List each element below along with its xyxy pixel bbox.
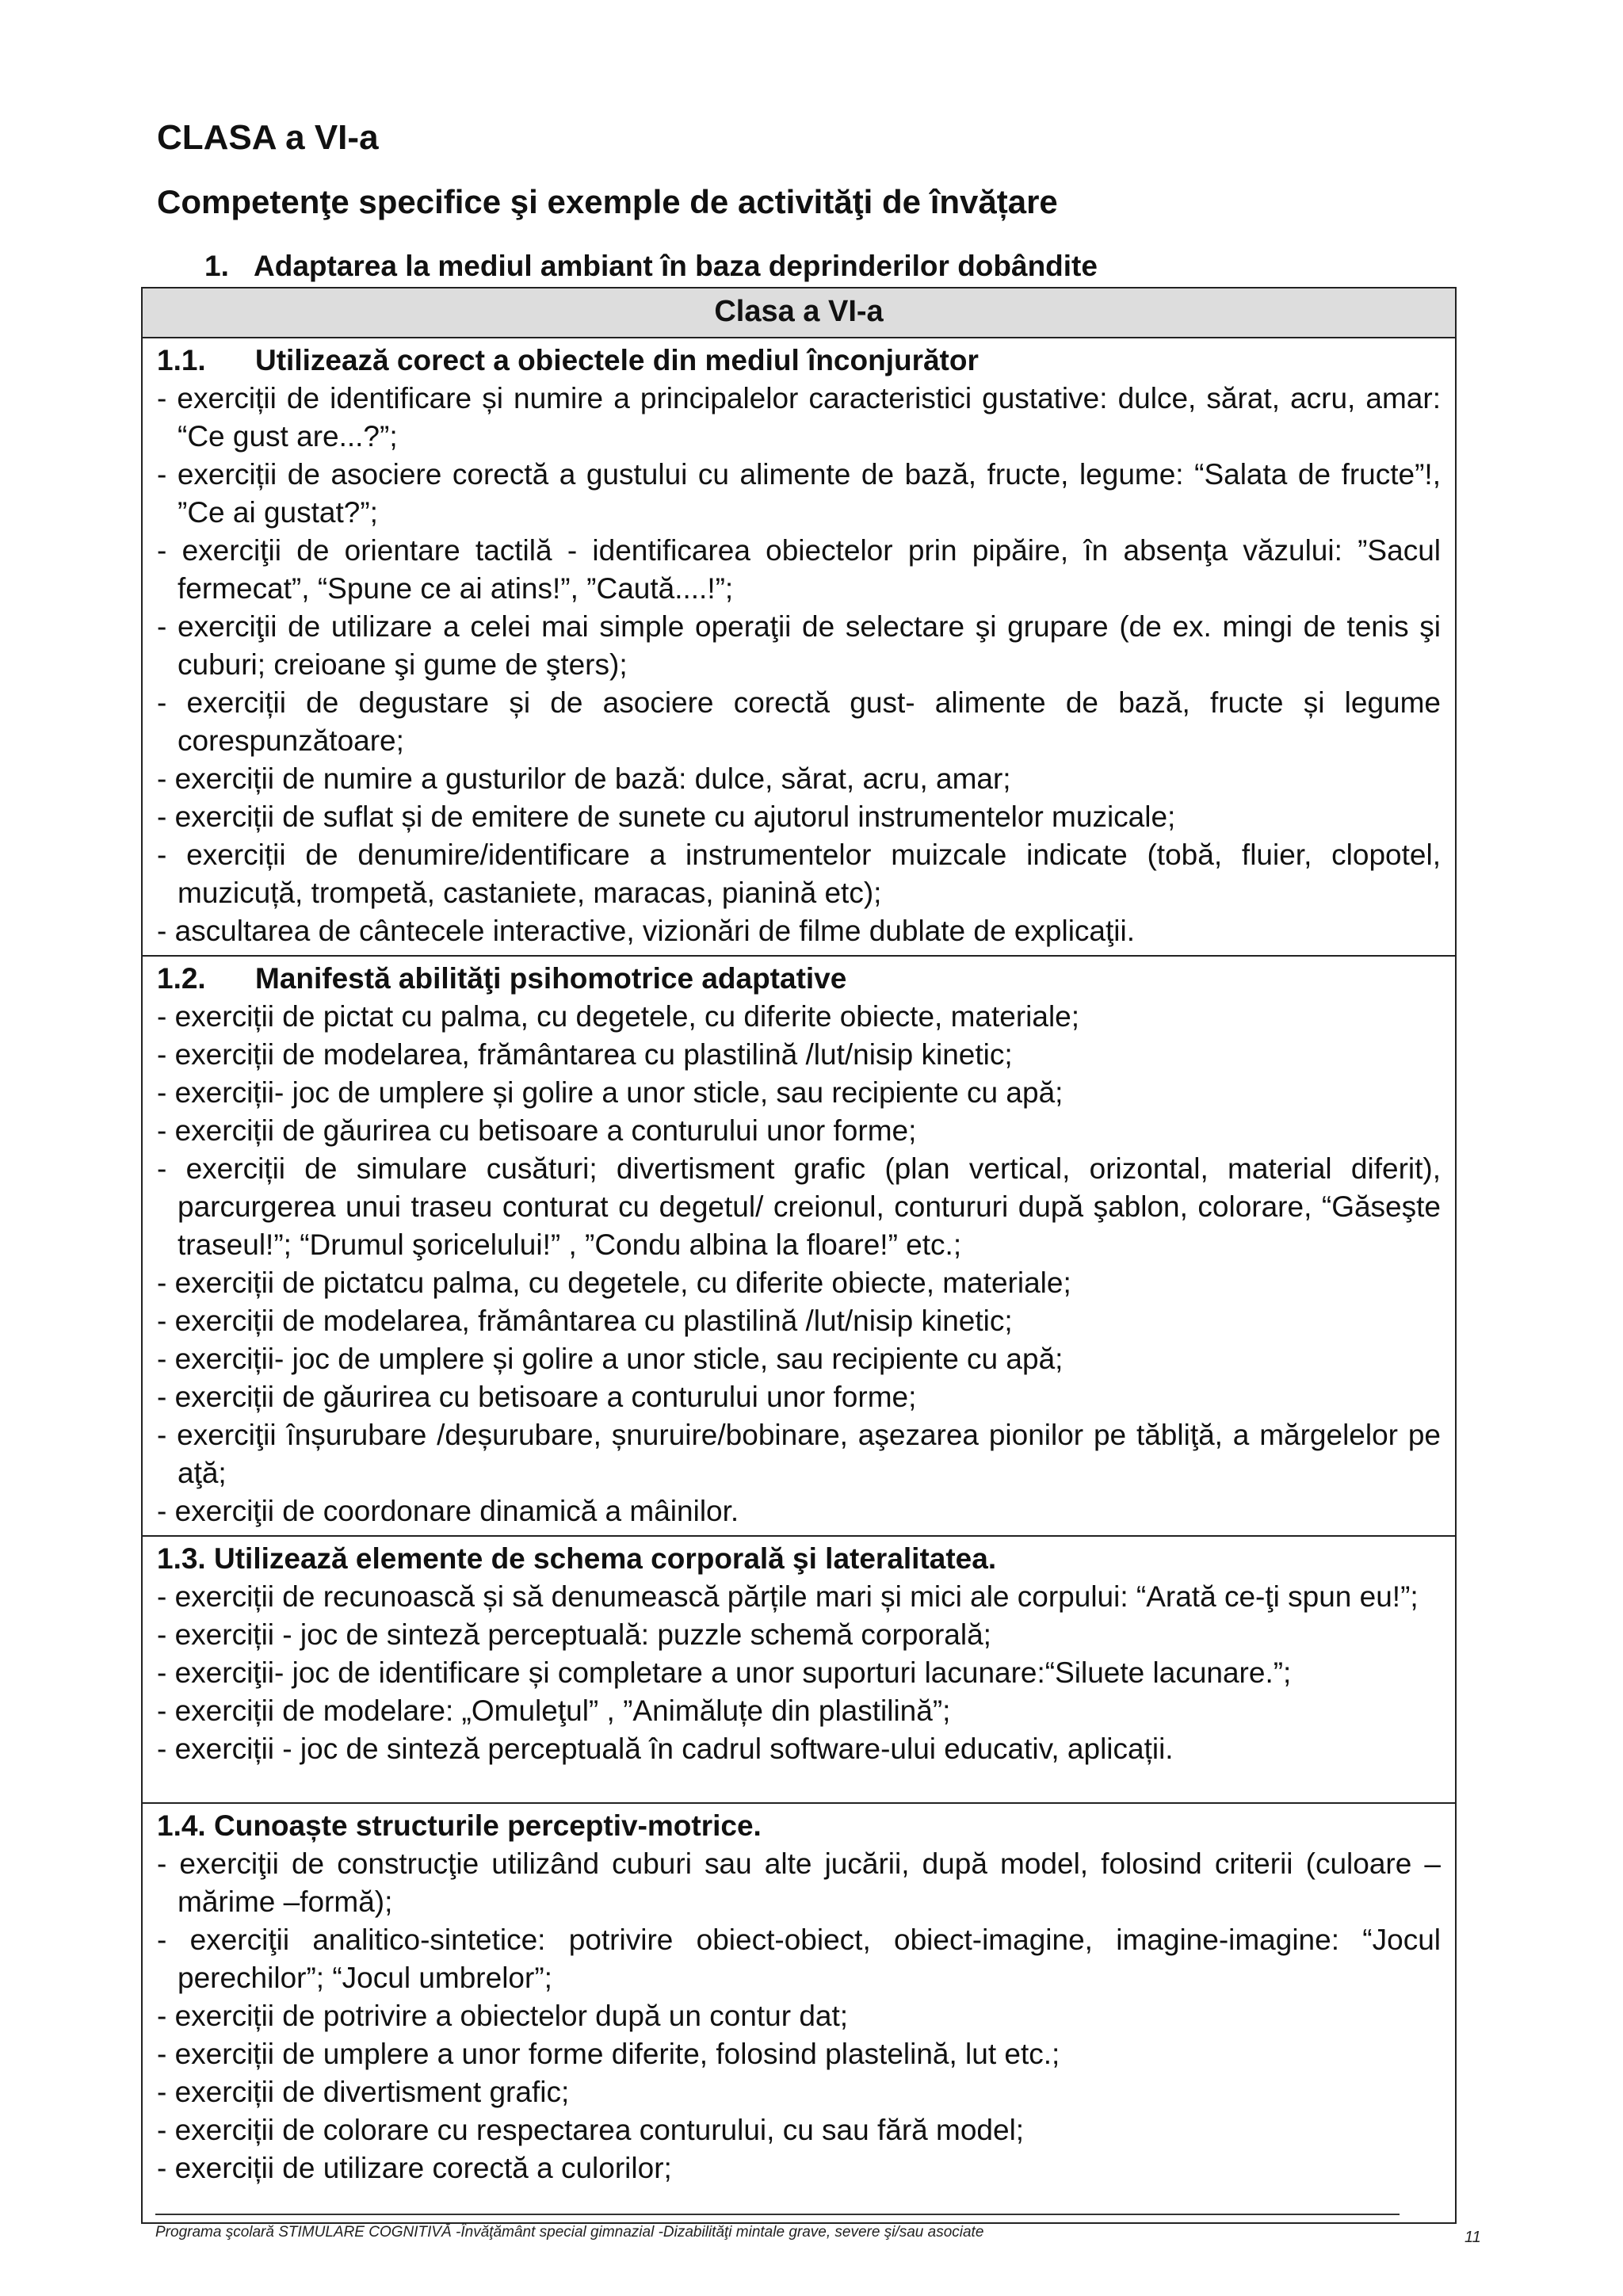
activity-item: - exerciții de degustare și de asociere corectă gust- alimente de bază, fructe și legume corespunzătoare; (157, 686, 1441, 757)
activity-item: - exerciţii- joc de identificare și completare a unor suporturi lacunare:“Siluete lacunare.”; (157, 1656, 1292, 1689)
activity-item: - exerciţii de construcţie utilizând cuburi sau alte jucării, după model, folosind criterii (culoare – mărime –formă); (157, 1847, 1441, 1918)
competence-heading (157, 960, 1441, 998)
competence-code: 1.2. (157, 962, 206, 995)
activity-item: - exerciții de numire a gusturilor de bază: dulce, sărat, acru, amar; (157, 762, 1011, 795)
competence-heading (157, 1540, 1441, 1578)
activity-item: - exerciții de modelarea, frământarea cu plastilină /lut/nisip kinetic; (157, 1038, 1013, 1071)
activity-item: - exerciţii de coordonare dinamică a mâinilor. (157, 1495, 739, 1527)
footer-divider (155, 2214, 1400, 2215)
activity-item: - exerciții de umplere a unor forme diferite, folosind plastelină, lut etc.; (157, 2038, 1060, 2070)
table-header: Clasa a VI-a (142, 288, 1456, 338)
footer-text: Programa şcolară STIMULARE COGNITIVĂ -Învăţământ special gimnazial -Dizabilităţi mintale grave, severe şi/sau asociate (155, 2224, 984, 2241)
section-title: Adaptarea la mediul ambiant în baza deprinderilor dobândite (254, 250, 1098, 282)
activity-item: - exerciții de pictatcu palma, cu degetele, cu diferite obiecte, materiale; (157, 1266, 1071, 1299)
competence-heading (157, 342, 1441, 380)
activity-item: - ascultarea de cântecele interactive, vizionări de filme dublate de explicaţii. (157, 915, 1135, 947)
activity-item: - exerciții de pictat cu palma, cu degetele, cu diferite obiecte, materiale; (157, 1000, 1080, 1033)
activity-item: - exerciții de recunoască și să denumească părțile mari și mici ale corpului: “Arată ce-ţi spun eu!”; (157, 1580, 1419, 1613)
activity-item: - exerciții de găurirea cu betisoare a conturului unor forme; (157, 1114, 917, 1147)
activity-item: - exerciții de modelare: „Omuleţul” , ”Animăluțe din plastilină”; (157, 1694, 951, 1727)
activity-item: - exerciții de găurirea cu betisoare a conturului unor forme; (157, 1381, 917, 1413)
competence-code: 1.3. (157, 1542, 206, 1575)
competence-title: Manifestă abilităţi psihomotrice adaptative (255, 962, 847, 995)
activity-item: - exerciţii înșurubare /deșurubare, șnuruire/bobinare, aşezarea pionilor pe tăbliţă, a mărgelelor pe aţă; (157, 1419, 1441, 1489)
competence-code: 1.1. (157, 344, 206, 376)
competence-cell (142, 956, 1456, 1536)
competence-cell (142, 338, 1456, 956)
activity-list (157, 998, 1441, 1530)
activity-list (157, 1578, 1441, 1768)
section-heading (204, 250, 1098, 283)
activity-item: - exerciții de colorare cu respectarea conturului, cu sau fără model; (157, 2114, 1025, 2146)
activity-item: - exerciții de identificare și numire a principalelor caracteristici gustative: dulce, sărat, acru, amar: “Ce gust are...?”; (157, 382, 1441, 453)
section-number: 1. (204, 250, 229, 282)
activity-item: - exerciții de utilizare corectă a culorilor; (157, 2152, 672, 2184)
activity-item: - exerciții - joc de sinteză perceptuală în cadrul software-ului educativ, aplicații. (157, 1733, 1174, 1765)
page-subtitle: Competenţe specifice şi exemple de activităţi de învățare (157, 183, 1058, 220)
activity-item: - exerciții- joc de umplere și golire a unor sticle, sau recipiente cu apă; (157, 1076, 1064, 1109)
activity-list (157, 380, 1441, 950)
activity-item: - exerciții- joc de umplere și golire a unor sticle, sau recipiente cu apă; (157, 1343, 1064, 1375)
competence-row (142, 1536, 1456, 1803)
activity-list (157, 1845, 1441, 2187)
activity-item: - exerciții - joc de sinteză perceptuală: puzzle schemă corporală; (157, 1618, 991, 1651)
activity-item: - exerciții de potrivire a obiectelor după un contur dat; (157, 2000, 849, 2032)
page-number: 11 (1465, 2229, 1481, 2246)
activity-item: - exerciții de modelarea, frământarea cu plastilină /lut/nisip kinetic; (157, 1305, 1013, 1337)
competence-title: Utilizează elemente de schema corporală şi lateralitatea. (214, 1542, 997, 1575)
activity-item: - exerciții de asociere corectă a gustului cu alimente de bază, fructe, legume: “Salata de fructe”!, ”Ce ai gustat?”; (157, 458, 1441, 529)
activity-item: - exerciții de denumire/identificare a instrumentelor muizcale indicate (tobă, fluier, clopotel, muzicuță, trompetă, castaniete, maracas, pianină etc); (157, 839, 1441, 909)
activity-item: - exerciţii de utilizare a celei mai simple operaţii de selectare şi grupare (de ex. mingi de tenis şi cuburi; creioane şi gume de şters); (157, 610, 1441, 681)
competence-title: Cunoaște structurile perceptiv-motrice. (214, 1809, 762, 1842)
activity-item: - exerciții de simulare cusături; divertisment grafic (plan vertical, orizontal, material diferit), parcurgerea unui traseu conturat cu degetul/ creionul, contururi după şablon, colorare, “Găseşte traseul!”; “Drumul şoricelului!” , ”Condu albina la floare!” etc.; (157, 1152, 1441, 1261)
activity-item: - exerciţii de orientare tactilă - identificarea obiectelor prin pipăire, în absenţa văzului: ”Sacul fermecat”, “Spune ce ai atins!”, ”Caută....!”; (157, 534, 1441, 605)
competence-row (142, 1803, 1456, 2223)
competence-cell (142, 1536, 1456, 1803)
competence-code: 1.4. (157, 1809, 206, 1842)
activity-item: - exerciţii analitico-sintetice: potrivire obiect-obiect, obiect-imagine, imagine-imagine: “Jocul perechilor”; “Jocul umbrelor”; (157, 1924, 1441, 1994)
competences-table (141, 287, 1457, 2224)
page-title: CLASA a VI-a (157, 118, 379, 157)
competence-title: Utilizează corect a obiectele din mediul înconjurător (255, 344, 979, 376)
activity-item: - exerciții de suflat și de emitere de sunete cu ajutorul instrumentelor muzicale; (157, 800, 1176, 833)
competence-row (142, 338, 1456, 956)
competence-row (142, 956, 1456, 1536)
competence-cell (142, 1803, 1456, 2223)
activity-item: - exerciții de divertisment grafic; (157, 2076, 570, 2108)
competence-heading (157, 1807, 1441, 1845)
